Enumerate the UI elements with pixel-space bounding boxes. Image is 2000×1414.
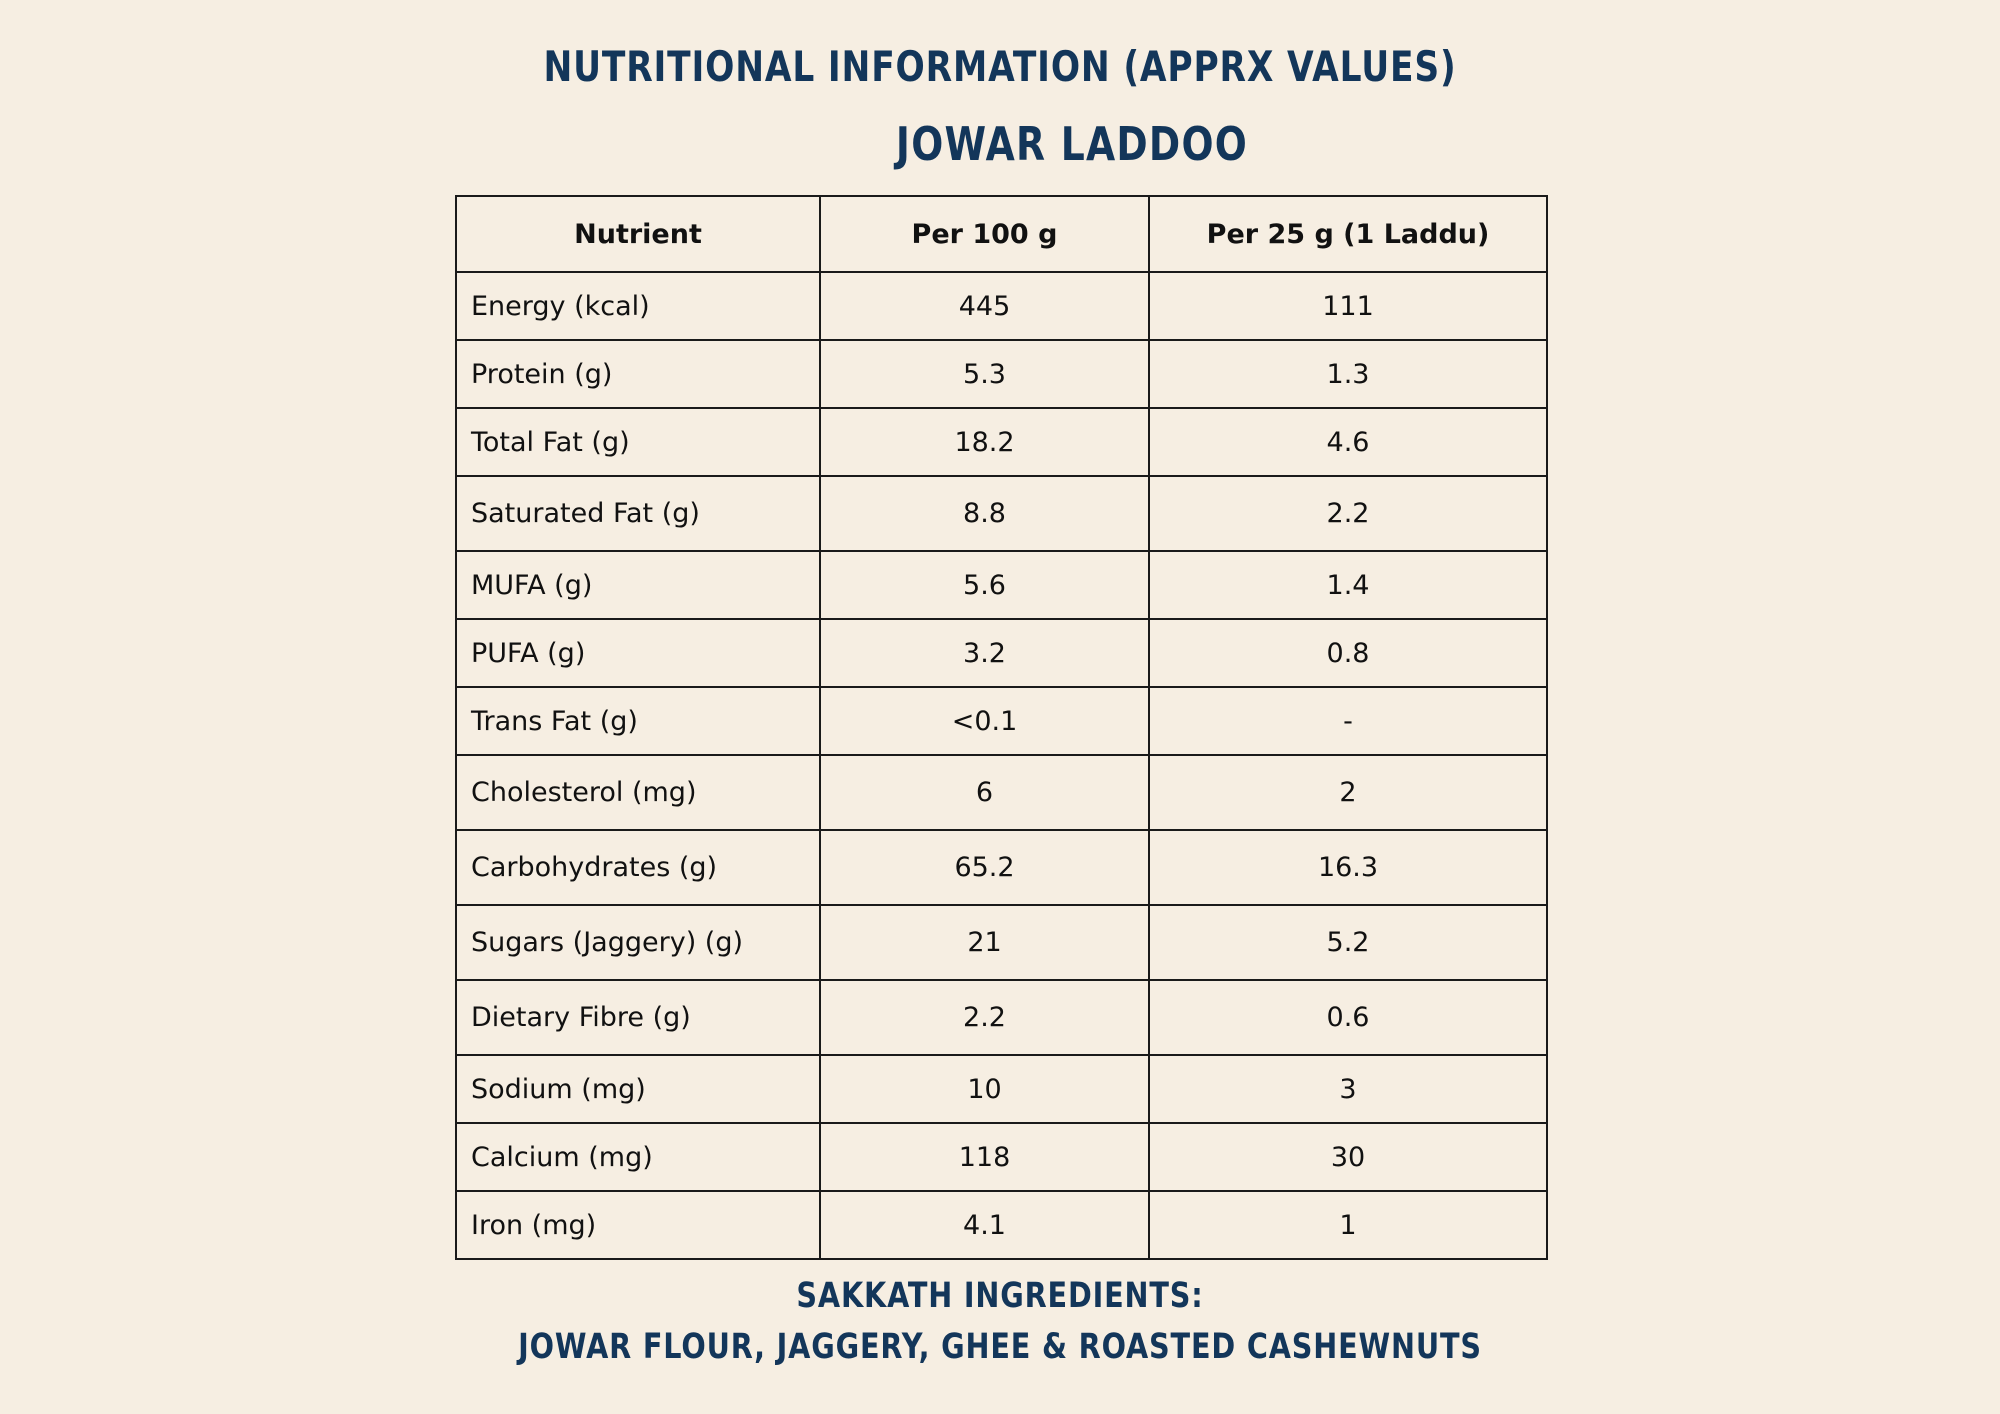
table-row xyxy=(456,340,1547,408)
table-row xyxy=(456,1055,1547,1123)
value-per-serving: 16.3 xyxy=(1149,830,1547,905)
table-row xyxy=(456,905,1547,980)
value-per-100g: 2.2 xyxy=(820,980,1149,1055)
value-per-100g: 65.2 xyxy=(820,830,1149,905)
table-row xyxy=(456,408,1547,476)
value-per-serving: 4.6 xyxy=(1149,408,1547,476)
value-per-100g: 18.2 xyxy=(820,408,1149,476)
nutrition-table-header xyxy=(456,196,1547,272)
table-row xyxy=(456,619,1547,687)
table-row xyxy=(456,1191,1547,1259)
nutrient-name: Calcium (mg) xyxy=(456,1123,820,1191)
value-per-serving: 0.6 xyxy=(1149,980,1547,1055)
nutrient-name: Sugars (Jaggery) (g) xyxy=(456,905,820,980)
nutrition-table xyxy=(455,195,1548,1260)
table-row xyxy=(456,1123,1547,1191)
header-per-100g: Per 100 g xyxy=(820,196,1149,272)
value-per-100g: 8.8 xyxy=(820,476,1149,551)
header-nutrient: Nutrient xyxy=(456,196,820,272)
nutrient-name: Cholesterol (mg) xyxy=(456,755,820,830)
value-per-serving: 5.2 xyxy=(1149,905,1547,980)
header-per-serving: Per 25 g (1 Laddu) xyxy=(1149,196,1547,272)
value-per-serving: 111 xyxy=(1149,272,1547,340)
value-per-serving: 2 xyxy=(1149,755,1547,830)
table-row xyxy=(456,476,1547,551)
header-row xyxy=(456,196,1547,272)
nutrient-name: Trans Fat (g) xyxy=(456,687,820,755)
table-row xyxy=(456,272,1547,340)
nutrition-table-body xyxy=(456,272,1547,1259)
value-per-100g: 10 xyxy=(820,1055,1149,1123)
nutrient-name: Protein (g) xyxy=(456,340,820,408)
value-per-serving: 3 xyxy=(1149,1055,1547,1123)
value-per-serving: 30 xyxy=(1149,1123,1547,1191)
table-row xyxy=(456,980,1547,1055)
value-per-100g: 118 xyxy=(820,1123,1149,1191)
table-row xyxy=(456,830,1547,905)
value-per-serving: 0.8 xyxy=(1149,619,1547,687)
value-per-serving: 1 xyxy=(1149,1191,1547,1259)
value-per-100g: <0.1 xyxy=(820,687,1149,755)
nutrient-name: Saturated Fat (g) xyxy=(456,476,820,551)
table-row xyxy=(456,687,1547,755)
ingredients-label: SAKKATH INGREDIENTS: xyxy=(796,1276,1204,1316)
value-per-100g: 21 xyxy=(820,905,1149,980)
product-name: JOWAR LADDOO xyxy=(895,117,1249,171)
page-title: NUTRITIONAL INFORMATION (APPRX VALUES) xyxy=(543,42,1457,91)
value-per-serving: 1.4 xyxy=(1149,551,1547,619)
ingredients-list: JOWAR FLOUR, JAGGERY, GHEE & ROASTED CASHEWNUTS xyxy=(518,1327,1482,1367)
value-per-100g: 4.1 xyxy=(820,1191,1149,1259)
nutrient-name: MUFA (g) xyxy=(456,551,820,619)
table-row xyxy=(456,551,1547,619)
value-per-100g: 5.6 xyxy=(820,551,1149,619)
value-per-100g: 6 xyxy=(820,755,1149,830)
value-per-serving: 1.3 xyxy=(1149,340,1547,408)
table-row xyxy=(456,755,1547,830)
nutrient-name: Total Fat (g) xyxy=(456,408,820,476)
value-per-100g: 445 xyxy=(820,272,1149,340)
nutrient-name: PUFA (g) xyxy=(456,619,820,687)
nutrient-name: Energy (kcal) xyxy=(456,272,820,340)
nutrient-name: Iron (mg) xyxy=(456,1191,820,1259)
nutrient-name: Carbohydrates (g) xyxy=(456,830,820,905)
nutrient-name: Dietary Fibre (g) xyxy=(456,980,820,1055)
value-per-100g: 5.3 xyxy=(820,340,1149,408)
value-per-serving: - xyxy=(1149,687,1547,755)
value-per-100g: 3.2 xyxy=(820,619,1149,687)
nutrient-name: Sodium (mg) xyxy=(456,1055,820,1123)
value-per-serving: 2.2 xyxy=(1149,476,1547,551)
